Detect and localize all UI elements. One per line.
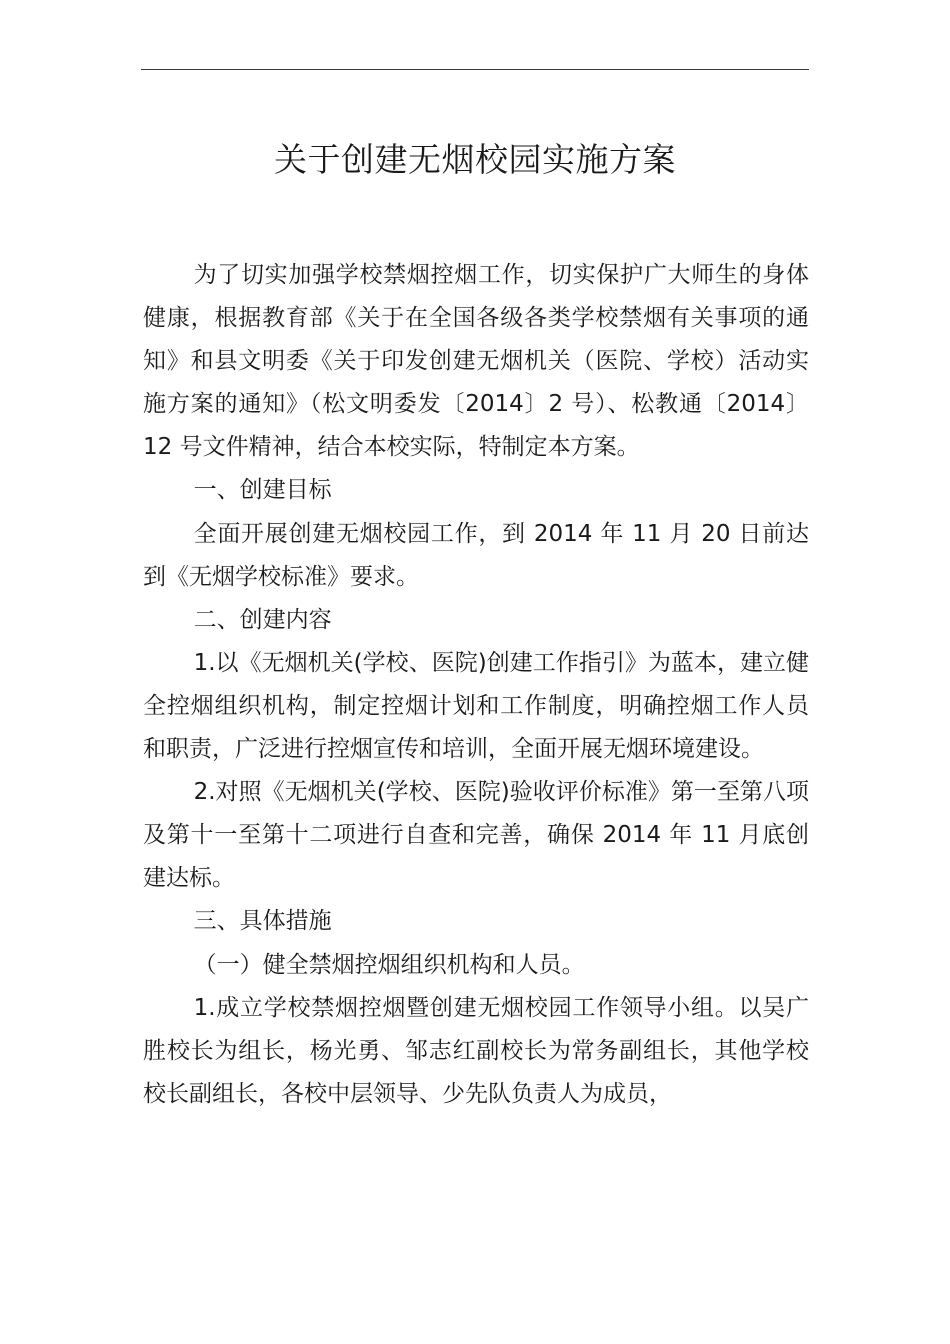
document-title: 关于创建无烟校园实施方案 [274,140,676,179]
section-heading-content: 二、创建内容 [193,606,332,633]
document-body [143,254,809,1116]
measures-item-1: 1.成立学校禁烟控烟暨创建无烟校园工作领导小组。以吴广胜校长为组长，杨光勇、邹志红副校长为常务副组长，其他学校校长副组长，各校中层领导、少先队负责人为成员， [143,994,809,1107]
header-rule [141,69,809,70]
section-heading-measures: 三、具体措施 [193,908,332,935]
section-heading-goal: 一、创建目标 [193,477,332,504]
measures-subheading-1: （一）健全禁烟控烟组织机构和人员。 [193,951,585,978]
content-item-2: 2.对照《无烟机关(学校、医院)验收评价标准》第一至第八项及第十一至第十二项进行自查和完善，确保 2014 年 11 月底创建达标。 [143,779,809,892]
goal-paragraph: 全面开展创建无烟校园工作，到 2014 年 11 月 20 日前达到《无烟学校标准》要求。 [143,520,809,590]
content-item-1: 1.以《无烟机关(学校、医院)创建工作指引》为蓝本，建立健全控烟组织机构，制定控烟计划和工作制度，明确控烟工作人员和职责，广泛进行控烟宣传和培训，全面开展无烟环境建设。 [143,649,809,763]
intro-paragraph: 为了切实加强学校禁烟控烟工作，切实保护广大师生的身体健康，根据教育部《关于在全国各级各类学校禁烟有关事项的通知》和县文明委《关于印发创建无烟机关（医院、学校）活动实施方案的通知》（松文明委发〔2014〕2 号）、松教通〔2014〕12 号文件精神，结合本校实际，特制定本方案。 [143,262,809,461]
